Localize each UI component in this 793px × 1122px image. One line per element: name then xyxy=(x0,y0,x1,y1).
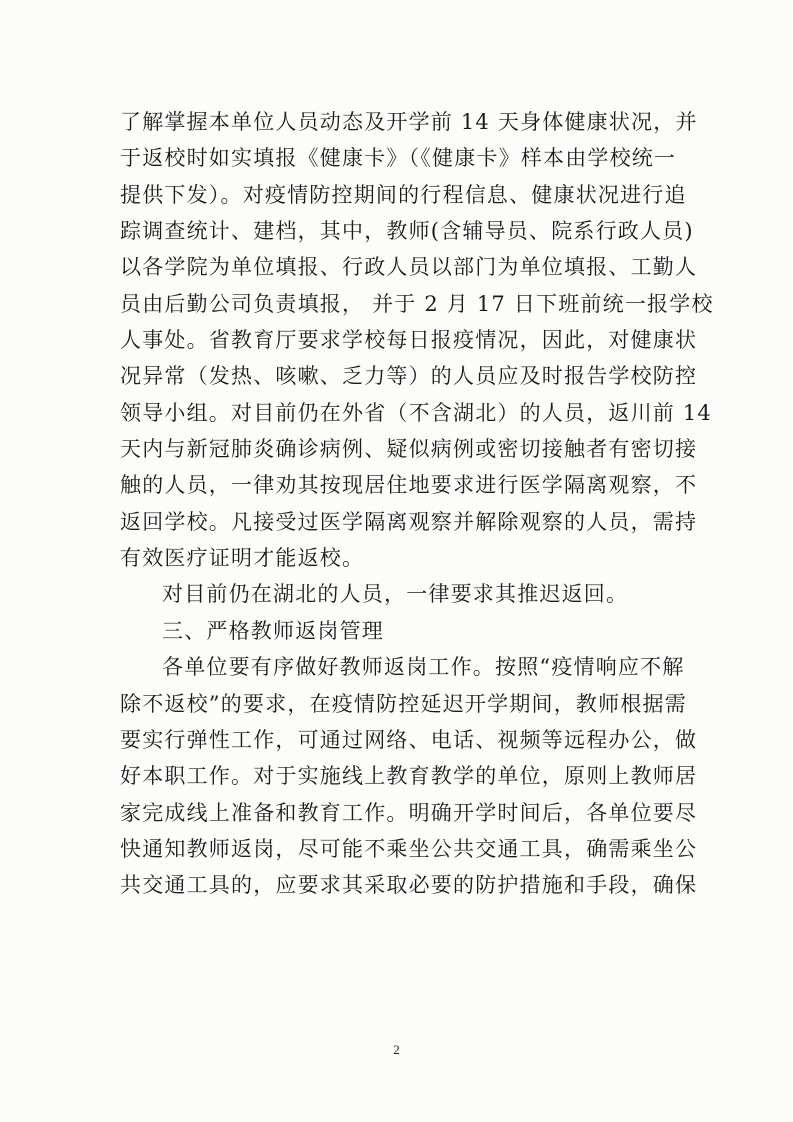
page-number: 2 xyxy=(393,1042,400,1057)
text-line: 要实行弹性工作，可通过网络、电话、视频等远程办公，做 xyxy=(120,727,698,752)
text-line: 有效医疗证明才能返校。 xyxy=(120,546,365,571)
text-line: 况异常（发热、咳嗽、乏力等）的人员应及时报告学校防控 xyxy=(120,364,698,389)
text-line: 返回学校。凡接受过医学隔离观察并解除观察的人员，需持 xyxy=(120,509,698,534)
text-line: 快通知教师返岗，尽可能不乘坐公共交通工具，确需乘坐公 xyxy=(120,836,698,861)
text-line: 了解掌握本单位人员动态及开学前 14 天身体健康状况，并 xyxy=(120,110,698,134)
text-line: 员由后勤公司负责填报， 并于 2 月 17 日下班前统一报学校 xyxy=(120,291,714,316)
text-line: 天内与新冠肺炎确诊病例、疑似病例或密切接触者有密切接 xyxy=(120,437,698,462)
text-line: 于返校时如实填报《健康卡》（《健康卡》样本由学校统一 xyxy=(120,146,677,171)
text-line: 除不返校”的要求，在疫情防控延迟开学期间，教师根据需 xyxy=(120,691,687,716)
text-line: 以各学院为单位填报、行政人员以部门为单位填报、工勤人 xyxy=(120,255,698,280)
paragraph-line: 对目前仍在湖北的人员，一律要求其推迟返回。 xyxy=(162,582,629,607)
text-line: 触的人员，一律劝其按现居住地要求进行医学隔离观察，不 xyxy=(120,473,698,498)
text-line: 好本职工作。对于实施线上教育教学的单位，原则上教师居 xyxy=(120,764,698,789)
paragraph-line: 各单位要有序做好教师返岗工作。按照“疫情响应不解 xyxy=(162,655,685,680)
text-line: 踪调查统计、建档，其中，教师(含辅导员、院系行政人员) xyxy=(120,219,694,244)
text-line: 家完成线上准备和教育工作。明确开学时间后，各单位要尽 xyxy=(120,800,698,825)
body-text xyxy=(120,104,714,904)
section-heading: 三、严格教师返岗管理 xyxy=(162,618,384,643)
text-line: 提供下发）。对疫情防控期间的行程信息、健康状况进行追 xyxy=(120,182,687,207)
text-line: 共交通工具的，应要求其采取必要的防护措施和手段，确保 xyxy=(120,873,698,898)
text-line: 人事处。省教育厅要求学校每日报疫情况，因此，对健康状 xyxy=(120,328,698,353)
text-line: 领导小组。对目前仍在外省（不含湖北）的人员，返川前 14 xyxy=(120,400,712,425)
